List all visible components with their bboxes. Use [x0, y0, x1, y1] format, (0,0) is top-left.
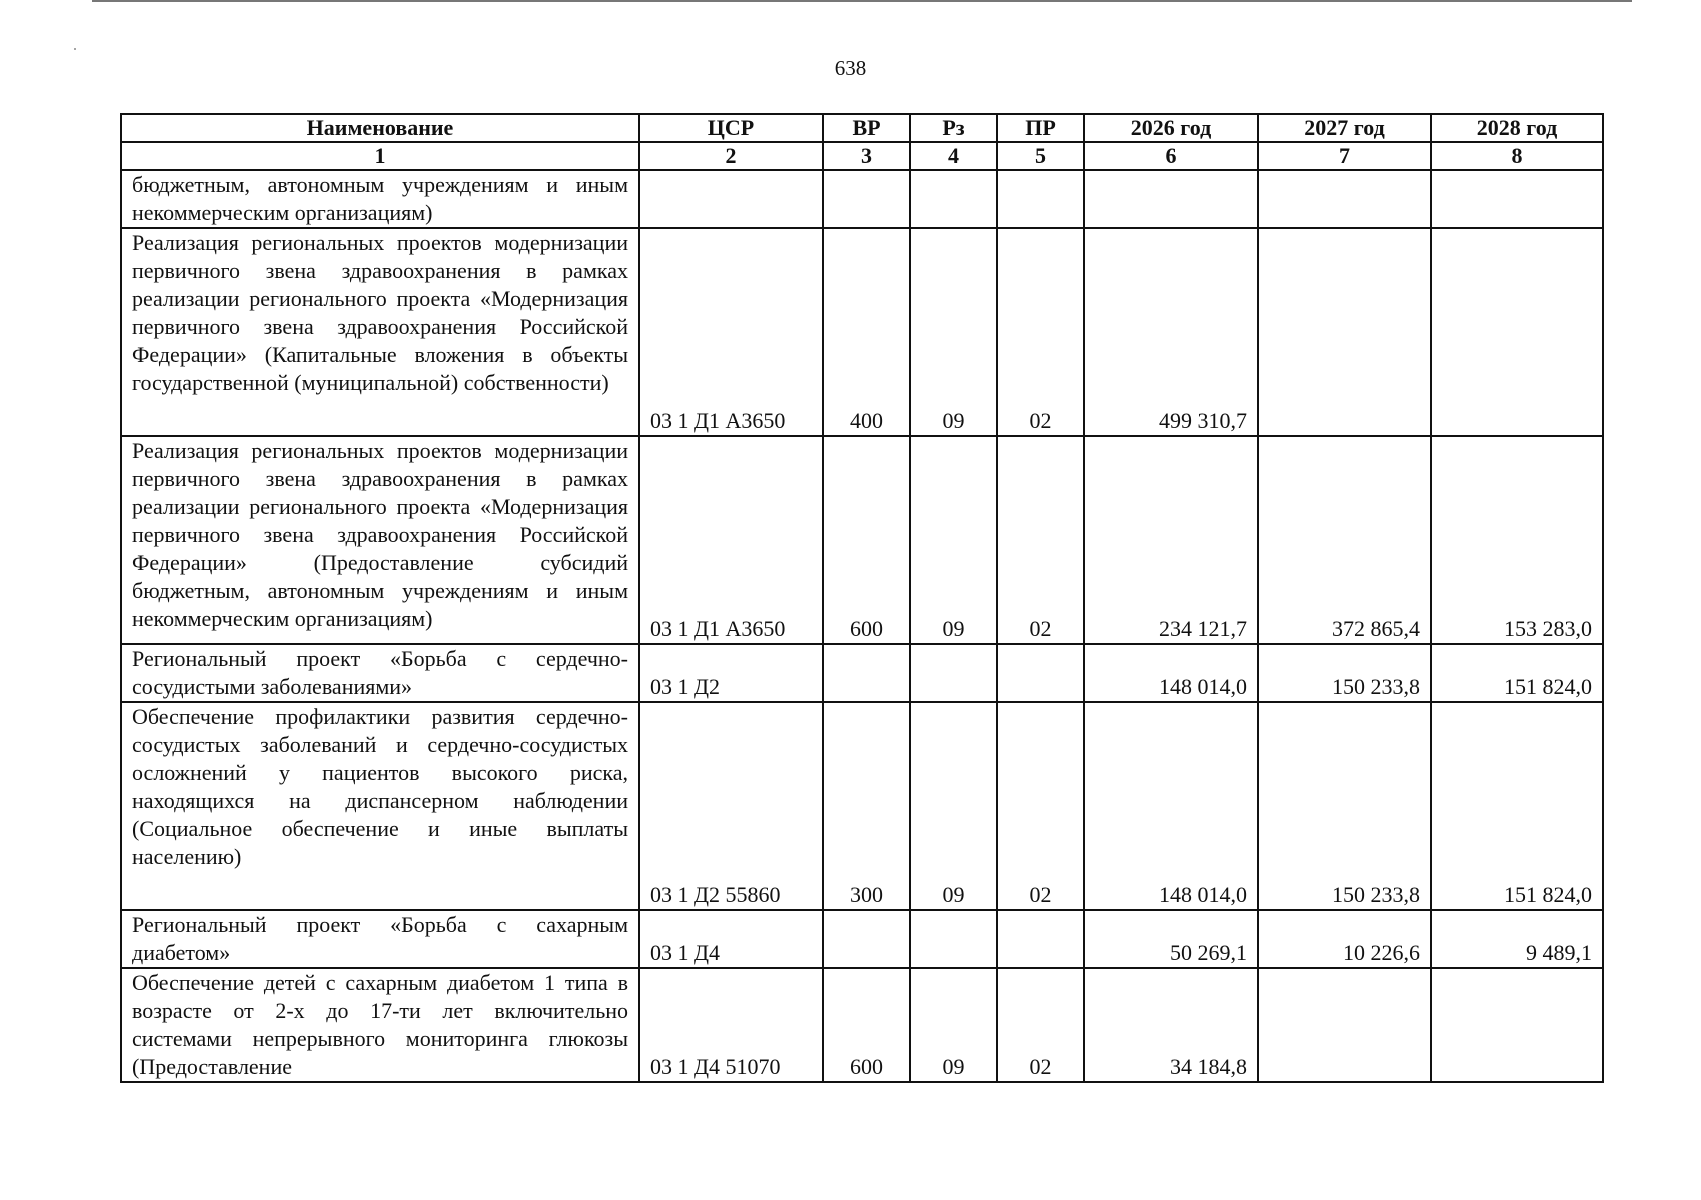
table-row: [121, 968, 1603, 1082]
row-vr-cell: 600: [823, 436, 910, 644]
page-number: 638: [834, 56, 867, 80]
row-csr-cell: 03 1 Д4 51070: [639, 968, 823, 1082]
table-body: [121, 170, 1603, 1082]
budget-table: [120, 113, 1604, 1083]
column-number: 5: [997, 142, 1084, 170]
row-pr-cell: 02: [997, 436, 1084, 644]
row-name-text: Региональный проект «Борьба с сердечно-сосудистыми заболеваниями»: [132, 646, 628, 699]
row-name-cell: [121, 644, 639, 702]
row-2028-amount: [1431, 170, 1603, 228]
row-rz-cell: 09: [910, 968, 997, 1082]
row-2027-amount: [1258, 228, 1431, 436]
row-pr-cell: 02: [997, 968, 1084, 1082]
column-number: 3: [823, 142, 910, 170]
row-pr-cell: [997, 910, 1084, 968]
row-rz-cell: [910, 644, 997, 702]
table-row: [121, 170, 1603, 228]
header-2027: 2027 год: [1258, 114, 1431, 142]
column-number: 1: [121, 142, 639, 170]
column-number: 8: [1431, 142, 1603, 170]
row-2028-amount: [1431, 968, 1603, 1082]
header-row: [121, 114, 1603, 142]
header-2026: 2026 год: [1084, 114, 1258, 142]
row-2028-amount: [1431, 228, 1603, 436]
row-2026-amount: [1084, 170, 1258, 228]
row-2026-amount: 499 310,7: [1084, 228, 1258, 436]
column-number: 7: [1258, 142, 1431, 170]
row-pr-cell: [997, 170, 1084, 228]
row-2028-amount: 9 489,1: [1431, 910, 1603, 968]
table-row: [121, 644, 1603, 702]
row-2027-amount: [1258, 170, 1431, 228]
header-csr: ЦСР: [639, 114, 823, 142]
row-rz-cell: 09: [910, 702, 997, 910]
row-name-text: Реализация региональных проектов модернизации первичного звена здравоохранения в рамках реализации регионального проекта «Модернизация первичного звена здравоохранения Российской Федерации» (Капитальные вложения в объекты государственной (муниципальной) собственности): [132, 230, 628, 395]
header-name: Наименование: [121, 114, 639, 142]
row-name-text: Обеспечение профилактики развития сердечно-сосудистых заболеваний и сердечно-сосудистых осложнений у пациентов высокого риска, находящихся на диспансерном наблюдении (Социальное обеспечение и иные выплаты населению): [132, 704, 628, 869]
header-vr: ВР: [823, 114, 910, 142]
column-number: 2: [639, 142, 823, 170]
row-vr-cell: 300: [823, 702, 910, 910]
row-vr-cell: [823, 910, 910, 968]
row-name-cell: [121, 910, 639, 968]
row-csr-cell: 03 1 Д1 А3650: [639, 228, 823, 436]
row-csr-cell: 03 1 Д2 55860: [639, 702, 823, 910]
row-2026-amount: 148 014,0: [1084, 702, 1258, 910]
row-name-cell: [121, 702, 639, 910]
row-pr-cell: 02: [997, 702, 1084, 910]
table-row: [121, 910, 1603, 968]
row-2028-amount: 151 824,0: [1431, 702, 1603, 910]
table-row: [121, 702, 1603, 910]
row-rz-cell: 09: [910, 436, 997, 644]
header-rz: Рз: [910, 114, 997, 142]
row-name-cell: [121, 170, 639, 228]
row-pr-cell: [997, 644, 1084, 702]
row-csr-cell: [639, 170, 823, 228]
row-2026-amount: 50 269,1: [1084, 910, 1258, 968]
column-number-row: [121, 142, 1603, 170]
row-2027-amount: [1258, 968, 1431, 1082]
row-csr-cell: 03 1 Д1 А3650: [639, 436, 823, 644]
row-2026-amount: 234 121,7: [1084, 436, 1258, 644]
row-vr-cell: [823, 170, 910, 228]
row-name-text: Обеспечение детей с сахарным диабетом 1 типа в возрасте от 2-х до 17-ти лет включительно системами непрерывного мониторинга глюкозы (Предоставление: [132, 970, 628, 1079]
row-name-cell: [121, 228, 639, 436]
row-2026-amount: 34 184,8: [1084, 968, 1258, 1082]
column-number: 6: [1084, 142, 1258, 170]
row-name-text: Региональный проект «Борьба с сахарным диабетом»: [132, 912, 628, 965]
header-pr: ПР: [997, 114, 1084, 142]
row-vr-cell: [823, 644, 910, 702]
header-2028: 2028 год: [1431, 114, 1603, 142]
table-row: [121, 436, 1603, 644]
column-number: 4: [910, 142, 997, 170]
row-name-cell: [121, 968, 639, 1082]
row-rz-cell: 09: [910, 228, 997, 436]
top-border-rule: [92, 0, 1632, 2]
row-2028-amount: 153 283,0: [1431, 436, 1603, 644]
row-name-cell: [121, 436, 639, 644]
row-2026-amount: 148 014,0: [1084, 644, 1258, 702]
scan-speck: [74, 48, 76, 50]
row-vr-cell: 400: [823, 228, 910, 436]
row-2028-amount: 151 824,0: [1431, 644, 1603, 702]
row-2027-amount: 150 233,8: [1258, 644, 1431, 702]
row-pr-cell: 02: [997, 228, 1084, 436]
row-2027-amount: 150 233,8: [1258, 702, 1431, 910]
row-csr-cell: 03 1 Д2: [639, 644, 823, 702]
row-2027-amount: 372 865,4: [1258, 436, 1431, 644]
row-2027-amount: 10 226,6: [1258, 910, 1431, 968]
table-row: [121, 228, 1603, 436]
row-csr-cell: 03 1 Д4: [639, 910, 823, 968]
row-rz-cell: [910, 910, 997, 968]
row-name-text: Реализация региональных проектов модернизации первичного звена здравоохранения в рамках реализации регионального проекта «Модернизация первичного звена здравоохранения Российской Федерации» (Предоставление субсидий бюджетным, автономным учреждениям и иным некоммерческим организациям): [132, 438, 628, 631]
row-vr-cell: 600: [823, 968, 910, 1082]
row-name-text: бюджетным, автономным учреждениям и иным некоммерческим организациям): [132, 172, 628, 225]
row-rz-cell: [910, 170, 997, 228]
